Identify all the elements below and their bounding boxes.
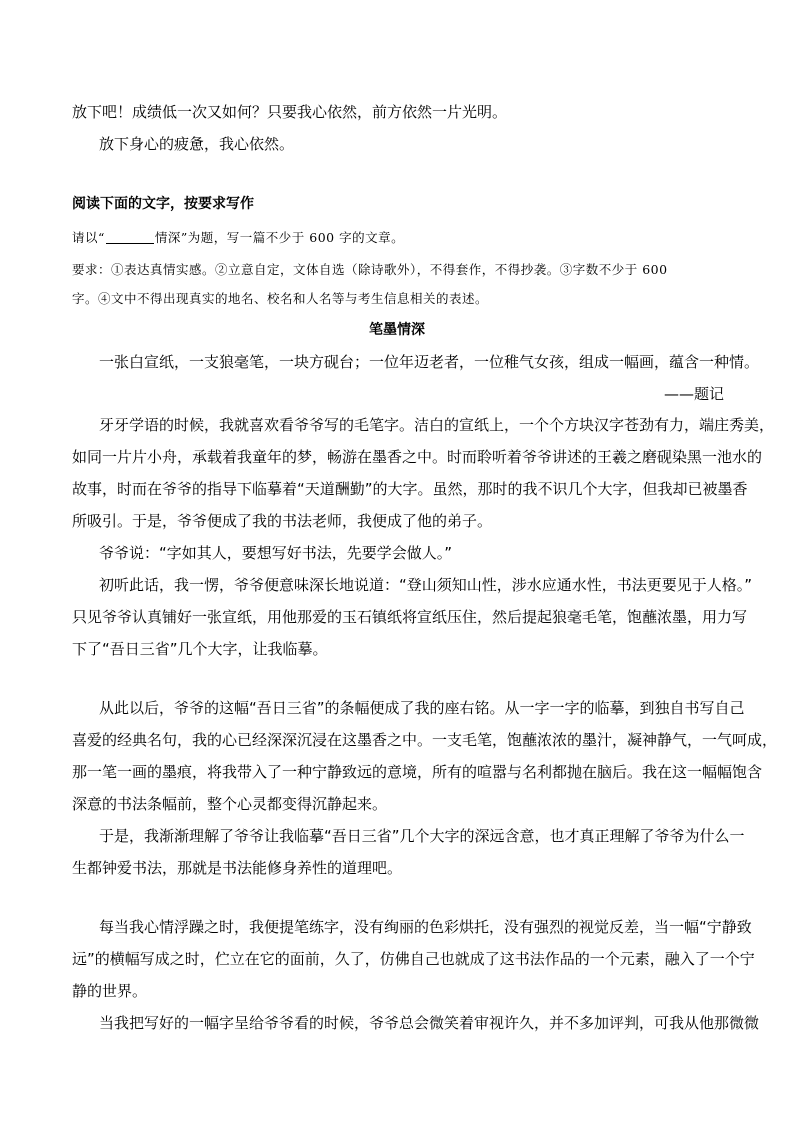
instruction-suffix: 情深”为题，写一篇不少于 600 字的文章。 bbox=[154, 230, 405, 245]
prompt-requirement: 要求：①表达真情实感。②立意自定，文体自选（除诗歌外），不得套作，不得抄袭。③字数不少于 600 bbox=[72, 262, 668, 277]
intro-line: 放下身心的疲惫，我心依然。 bbox=[99, 135, 295, 153]
prompt-requirement: 字。④文中不得出现真实的地名、校名和人名等与考生信息相关的表述。 bbox=[72, 291, 489, 306]
paragraph-line: 于是，我渐渐理解了爷爷让我临摹“吾日三省”几个大字的深远含意，也才真正理解了爷爷为什么一 bbox=[99, 827, 745, 845]
paragraph-line: 故事，时而在爷爷的指导下临摹着“天道酬勤”的大字。虽然，那时的我不识几个大字，但我却已被墨香 bbox=[72, 480, 748, 498]
prompt-heading: 阅读下面的文字，按要求写作 bbox=[72, 196, 254, 212]
epigraph-signature: ——题记 bbox=[663, 385, 724, 403]
paragraph-line: 爷爷说：“字如其人，要想写好书法，先要学会做人。” bbox=[99, 544, 453, 562]
intro-line: 放下吧！成绩低一次又如何？只要我心依然，前方依然一片光明。 bbox=[72, 103, 508, 121]
paragraph-line: 下了“吾日三省”几个大字，让我临摹。 bbox=[72, 640, 328, 658]
epigraph: 一张白宣纸，一支狼毫笔，一块方砚台；一位年迈老者，一位稚气女孩，组成一幅画，蕴含一种情。 bbox=[99, 353, 760, 371]
paragraph-line: 远”的横幅写成之时，伫立在它的面前，久了，仿佛自己也就成了这书法作品的一个元素，融入了一个宁 bbox=[72, 950, 755, 968]
paragraph-line: 所吸引。于是，爷爷便成了我的书法老师，我便成了他的弟子。 bbox=[72, 512, 493, 530]
paragraph-line: 那一笔一画的墨痕，将我带入了一种宁静致远的意境，所有的喧嚣与名利都抛在脑后。我在这一幅幅饱含 bbox=[72, 763, 763, 781]
instruction-prefix: 请以“ bbox=[72, 230, 105, 245]
paragraph-line: 静的世界。 bbox=[72, 982, 148, 1000]
essay-title: 笔墨情深 bbox=[369, 322, 425, 338]
paragraph-line: 当我把写好的一幅字呈给爷爷看的时候，爷爷总会微笑着审视许久，并不多加评判，可我从他那微微 bbox=[99, 1014, 760, 1032]
paragraph-line: 只见爷爷认真铺好一张宣纸，用他那爱的玉石镇纸将宣纸压住，然后提起狼毫毛笔，饱蘸浓墨，用力写 bbox=[72, 608, 748, 626]
prompt-instruction bbox=[72, 222, 724, 254]
paragraph-line: 生都钟爱书法，那就是书法能修身养性的道理吧。 bbox=[72, 859, 403, 877]
paragraph-line: 初听此话，我一愣，爷爷便意味深长地说道：“登山须知山性，涉水应通水性，书法更要见于人格。” bbox=[99, 576, 753, 594]
paragraph-line: 喜爱的经典名句，我的心已经深深沉浸在这墨香之中。一支毛笔，饱蘸浓浓的墨汁，凝神静气，一气呵成， bbox=[72, 731, 778, 749]
paragraph-line: 每当我心情浮躁之时，我便提笔练字，没有绚丽的色彩烘托，没有强烈的视觉反差，当一幅“宁静致 bbox=[99, 918, 752, 936]
paragraph-line: 从此以后，爷爷的这幅“吾日三省”的条幅便成了我的座右铭。从一字一字的临摹，到独自书写自己 bbox=[99, 699, 745, 717]
fill-in-blank bbox=[106, 233, 154, 244]
paragraph-line: 深意的书法条幅前，整个心灵都变得沉静起来。 bbox=[72, 795, 388, 813]
paragraph-line: 如同一片片小舟，承载着我童年的梦，畅游在墨香之中。时而聆听着爷爷讲述的王羲之磨砚染黑一池水的 bbox=[72, 448, 763, 466]
paragraph-line: 牙牙学语的时候，我就喜欢看爷爷写的毛笔字。洁白的宣纸上，一个个方块汉字苍劲有力，端庄秀美， bbox=[99, 416, 775, 434]
